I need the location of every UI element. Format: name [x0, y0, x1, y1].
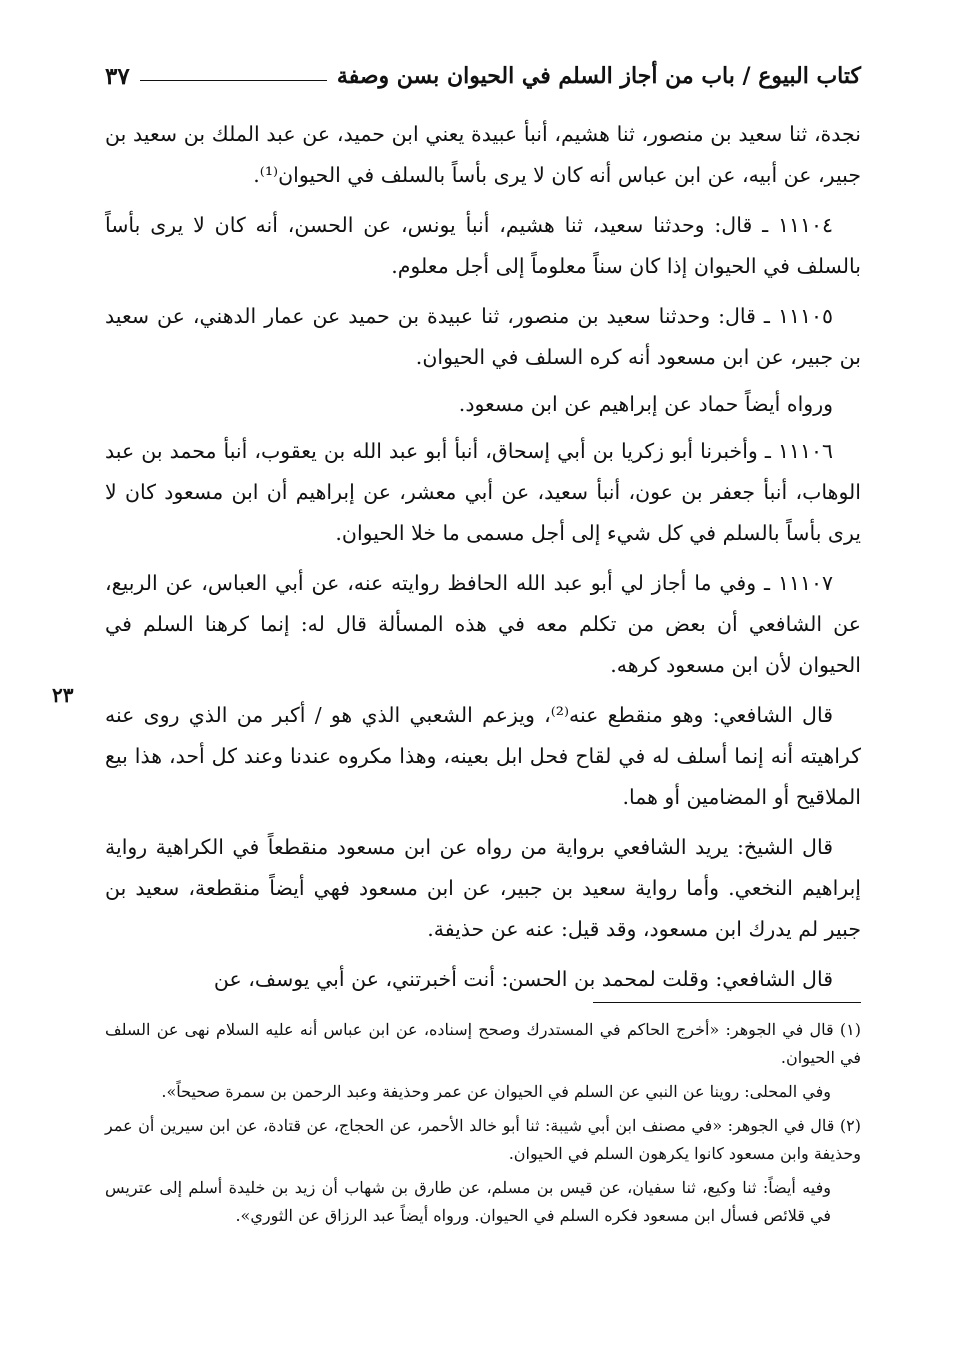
- header-rule: [140, 80, 327, 81]
- hadith-11107: ١١١٠٧ ـ وفي ما أجاز لي أبو عبد الله الحافظ روايته عنه، عن أبي العباس، عن الربيع، عن الشافعي أن بعض من تكلم معه في هذه المسألة قال له: إنما كرهنا السلم في الحيوان لأن ابن مسعود كرهه.: [105, 571, 861, 677]
- footnotes: [105, 1016, 861, 1236]
- footnote-1-continuation: وفي المحلى: روينا عن النبي عن السلم في الحيوان عن عمر وحذيفة وعبد الرحمن بن سمرة صحيحاً».: [161, 1082, 831, 1101]
- hadith-11106: ١١١٠٦ ـ وأخبرنا أبو زكريا بن أبي إسحاق، أنبأ أبو عبد الله بن يعقوب، أنبأ محمد بن عبد الوهاب، أنبأ جعفر بن عون، أنبأ سعيد، عن أبي معشر، عن إبراهيم أن ابن مسعود كان لا يرى بأساً بالسلم في كل شيء إلى أجل مسمى ما خلا الحيوان.: [105, 439, 861, 545]
- main-text: [105, 114, 861, 1009]
- hadith-11105: ١١١٠٥ ـ قال: وحدثنا سعيد بن منصور، ثنا عبيدة بن حميد عن عمار الدهني، عن سعيد بن جبير، عن ابن مسعود أنه كره السلف في الحيوان.: [105, 304, 861, 369]
- paragraph-hammad: ورواه أيضاً حماد عن إبراهيم عن ابن مسعود.: [458, 392, 833, 416]
- running-header: [105, 52, 861, 100]
- footnote-2-continuation: وفيه أيضاً: ثنا وكيع، ثنا سفيان، عن قيس بن مسلم، عن طارق بن شهاب أن زيد بن خليدة أسلم إلى عتريس في قلائص فسأل ابن مسعود فكره السلم في الحيوان. ورواه أيضاً عبد الرزاق عن الثوري».: [105, 1178, 831, 1225]
- footnote-rule: [593, 1002, 861, 1003]
- margin-volume-number: ٢٣: [52, 683, 74, 707]
- page-number: ٣٧: [105, 62, 130, 90]
- paragraph-continuation: نجدة، ثنا سعيد بن منصور، ثنا هشيم، أنبأ عبيدة يعني ابن حميد، عن عبد الملك بن سعيد بن جبير، عن أبيه، عن ابن عباس أنه كان لا يرى بأساً بالسلف في الحيوان⁽¹⁾.: [105, 122, 861, 187]
- paragraph-shafii-2: قال الشافعي: وقلت لمحمد بن الحسن: أنت أخبرتني، عن أبي يوسف، عن: [213, 967, 833, 991]
- hadith-11104: ١١١٠٤ ـ قال: وحدثنا سعيد، ثنا هشيم، أنبأ يونس، عن الحسن، أنه كان لا يرى بأساً بالسلف في الحيوان إذا كان سناً معلوماً إلى أجل معلوم.: [105, 213, 861, 278]
- paragraph-shaykh: قال الشيخ: يريد الشافعي برواية من رواه عن ابن مسعود منقطعاً في الكراهية رواية إبراهيم النخعي. وأما رواية سعيد بن جبير، عن ابن مسعود فهي أيضاً منقطعة، سعيد بن جبير لم يدرك ابن مسعود، وقد قيل: عنه عن حذيفة.: [105, 835, 861, 941]
- footnote-2: (٢) قال في الجوهر: «في مصنف ابن أبي شيبة: ثنا أبو خالد الأحمر، عن الحجاج، عن قتادة، عن ابن سيرين أن عمر وحذيفة وابن مسعود كانوا يكرهون السلم في الحيوان.: [105, 1116, 862, 1163]
- header-title: كتاب البيوع / باب من أجاز السلم في الحيوان بسن وصفة: [336, 63, 861, 89]
- paragraph-shafii: قال الشافعي: وهو منقطع عنه⁽²⁾، ويزعم الشعبي الذي هو / أكبر من الذي روى عنه كراهيته أنه إنما أسلف له في لقاح فحل ابل بعينه، وهذا مكروه عندنا وعند كل أحد، هذا بيع الملاقيح أو المضامين أو هما.: [105, 703, 861, 809]
- footnote-1: (١) قال في الجوهر: «أخرج الحاكم في المستدرك وصحح إسناده، عن ابن عباس أنه عليه السلام نهى عن السلف في الحيوان.: [105, 1020, 861, 1067]
